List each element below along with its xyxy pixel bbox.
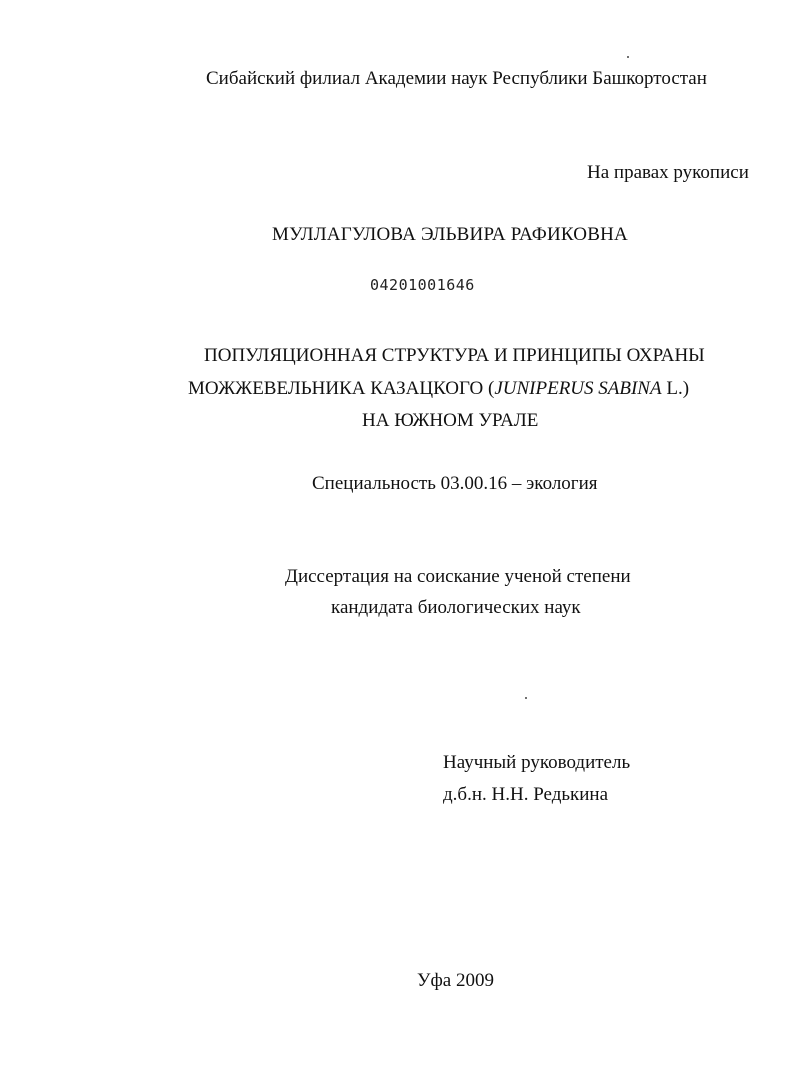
- species-latin-name: JUNIPERUS SABINA: [494, 378, 662, 399]
- dissertation-title-line-3: НА ЮЖНОМ УРАЛЕ: [362, 410, 539, 431]
- degree-line-2: кандидата биологических наук: [331, 597, 581, 618]
- city-year: Уфа 2009: [417, 970, 494, 991]
- dissertation-title-line-1: ПОПУЛЯЦИОННАЯ СТРУКТУРА И ПРИНЦИПЫ ОХРАНЫ: [204, 345, 705, 366]
- supervisor-name: д.б.н. Н.Н. Редькина: [443, 784, 609, 805]
- specialty-line: Специальность 03.00.16 – экология: [312, 473, 598, 494]
- scan-speck: [627, 56, 629, 58]
- catalog-number: 04201001646: [370, 276, 475, 294]
- institution-name: Сибайский филиал Академии наук Республики Башкортостан: [206, 68, 707, 89]
- degree-line-1: Диссертация на соискание ученой степени: [285, 566, 631, 587]
- title-line-2-prefix: МОЖЖЕВЕЛЬНИКА КАЗАЦКОГО (: [188, 378, 495, 399]
- title-line-2-suffix: L.): [661, 378, 690, 399]
- supervisor-label: Научный руководитель: [443, 752, 631, 773]
- dissertation-title-line-2: [188, 378, 689, 400]
- scan-speck: [525, 697, 527, 699]
- author-name: МУЛЛАГУЛОВА ЭЛЬВИРА РАФИКОВНА: [272, 224, 628, 245]
- manuscript-rights-note: На правах рукописи: [587, 162, 749, 183]
